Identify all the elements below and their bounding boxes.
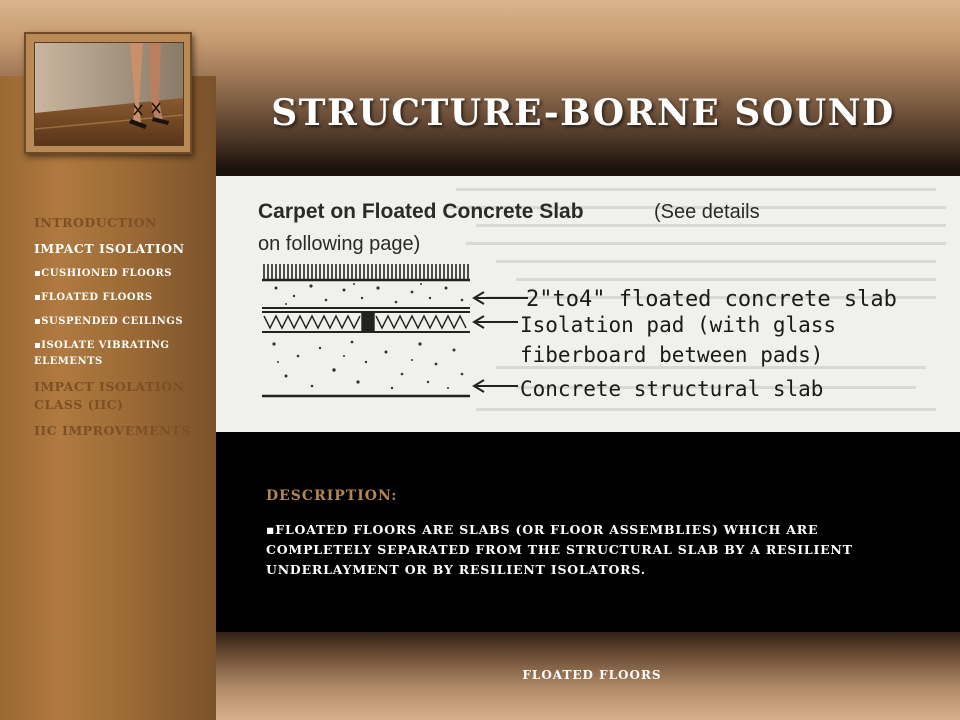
nav-floated-floors[interactable]: ▪FLOATED FLOORS (34, 292, 153, 303)
diagram-panel (216, 176, 960, 432)
nav-cushioned-floors[interactable]: ▪CUSHIONED FLOORS (34, 268, 173, 279)
diagram-heading-note: (See details (654, 201, 760, 223)
label-isolation-pad-2: fiberboard between pads) (520, 343, 824, 367)
structural-slab-layer (262, 341, 470, 396)
slide-footer: FLOATED FLOORS (522, 668, 662, 682)
nav-suspended-ceilings[interactable]: ▪SUSPENDED CEILINGS (34, 316, 184, 327)
nav-impact-isolation[interactable]: IMPACT ISOLATION (34, 241, 185, 256)
photo-frame (24, 32, 192, 154)
nav-iic-improvements[interactable]: IIC IMPROVEMENTS (34, 423, 191, 438)
slide-title: STRUCTURE-BORNE SOUND (271, 92, 895, 134)
floated-slab-diagram (216, 176, 960, 432)
description-panel (216, 432, 960, 632)
diagram-heading-line2: on following page) (258, 233, 421, 255)
nav-introduction[interactable]: INTRODUCTION (34, 215, 158, 230)
description-heading: DESCRIPTION: (266, 488, 398, 504)
sidebar-nav (34, 214, 210, 448)
label-floated-slab: 2"to4" floated concrete slab (526, 287, 897, 312)
label-isolation-pad-1: Isolation pad (with glass (520, 313, 837, 337)
photo-image (34, 42, 184, 146)
description-body: ▪FLOATED FLOORS ARE SLABS (OR FLOOR ASSEMBLIES) WHICH ARE COMPLETELY SEPARATED FROM THE STRUCTURAL SLAB BY A RESILIENT UNDERLAYMENT OR BY RESILIENT ISOLATORS. (266, 522, 853, 577)
nav-iic-class[interactable]: IMPACT ISOLATION CLASS (IIC) (34, 379, 185, 412)
label-structural-slab: Concrete structural slab (520, 377, 824, 401)
nav-isolate-vibrating[interactable]: ▪ISOLATE VIBRATING ELEMENTS (34, 340, 170, 367)
carpet-layer (262, 264, 470, 280)
diagram-heading: Carpet on Floated Concrete Slab (258, 200, 584, 223)
isolation-pad-layer (262, 312, 470, 332)
floated-slab-layer (262, 283, 470, 308)
